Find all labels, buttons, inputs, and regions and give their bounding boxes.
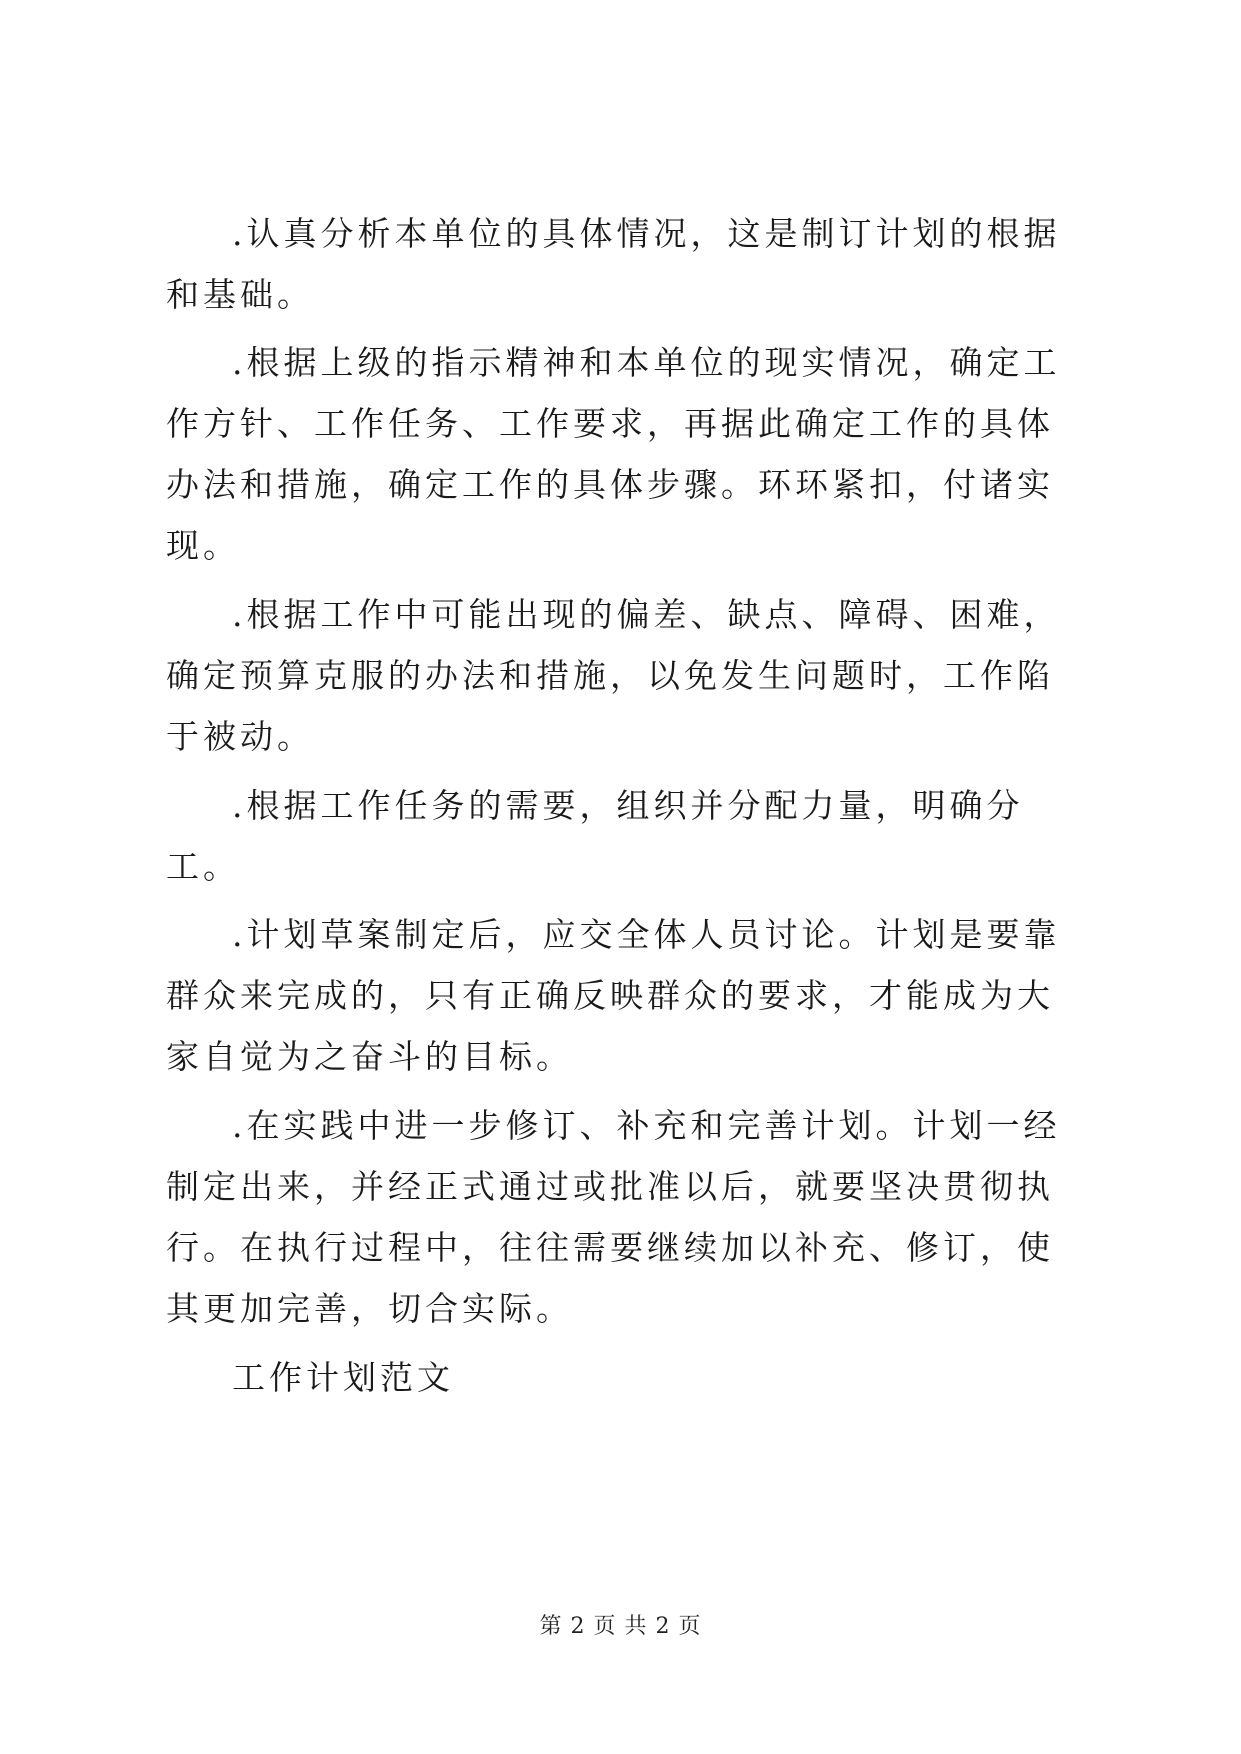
paragraph-determine-policy: .根据上级的指示精神和本单位的现实情况，确定工作方针、工作任务、工作要求，再据此确定工作的具体办法和措施，确定工作的具体步骤。环环紧扣，付诸实现。 <box>166 343 1061 565</box>
paragraph-overcome-difficulties: .根据工作中可能出现的偏差、缺点、障碍、困难，确定预算克服的办法和措施，以免发生问题时，工作陷于被动。 <box>166 595 1061 756</box>
paragraph-revise-plan: .在实践中进一步修订、补充和完善计划。计划一经制定出来，并经正式通过或批准以后，就要坚决贯彻执行。在执行过程中，往往需要继续加以补充、修订，使其更加完善，切合实际。 <box>166 1106 1061 1328</box>
page-number-footer: 第 2 页 共 2 页 <box>539 1614 702 1639</box>
paragraph-analyze-situation: .认真分析本单位的具体情况，这是制订计划的根据和基础。 <box>166 214 1061 314</box>
paragraph-discuss-draft: .计划草案制定后，应交全体人员讨论。计划是要靠群众来完成的，只有正确反映群众的要求，才能成为大家自觉为之奋斗的目标。 <box>166 915 1061 1076</box>
paragraph-plan-sample-heading: 工作计划范文 <box>232 1358 454 1397</box>
paragraph-allocate-resources: .根据工作任务的需要，组织并分配力量，明确分工。 <box>166 786 1024 886</box>
document-body <box>166 203 1086 1415</box>
